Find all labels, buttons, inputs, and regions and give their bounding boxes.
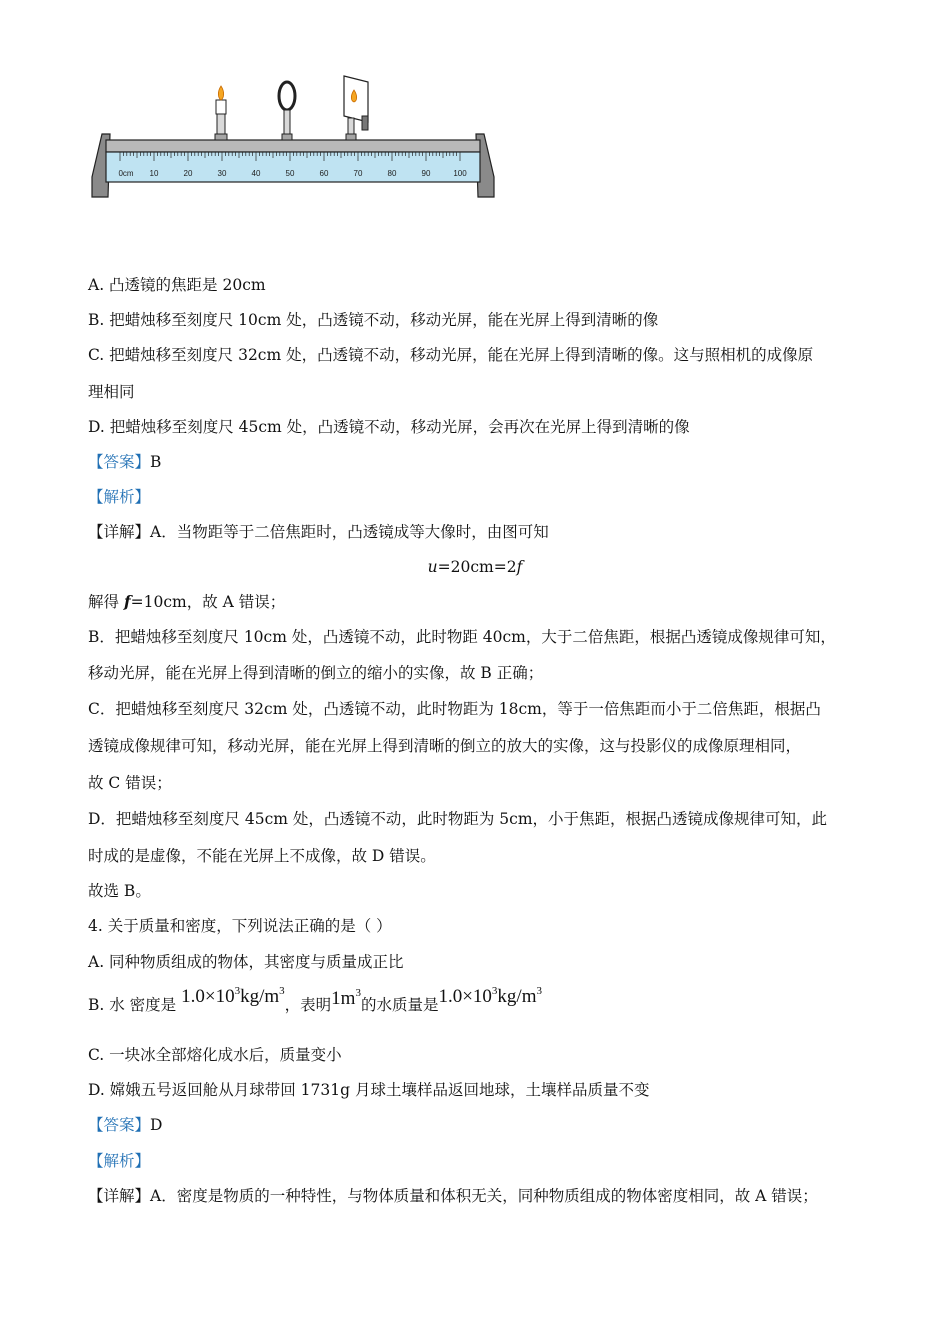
unitexp1: 3 [279,985,285,997]
option-b-mid2: 的水质量是 [360,996,439,1014]
q4-option-a: A. 同种物质组成的物体，其密度与质量成正比 [88,953,404,971]
ruler-label: 60 [319,169,329,178]
q4-answer [88,1114,162,1136]
q4-stem: 4. 关于质量和密度，下列说法正确的是（ ） [88,917,392,935]
ruler-label: 20 [183,169,193,178]
ruler-label: 0cm [118,169,134,178]
q3-solve [88,591,285,613]
answer-value: D [150,1116,163,1134]
q3-detail-c-line3: 故 C 错误； [88,774,172,792]
detail-a-text: A．当物距等于二倍焦距时，凸透镜成等大像时，由图可知 [150,523,549,541]
q3-detail-d-line1: D．把蜡烛移至刻度尺 45cm 处，凸透镜不动，此时物距为 5cm，小于焦距，根据凸透镜成像规律可知，此 [88,810,828,828]
unit1: kg/m [240,986,280,1007]
q3-formula [0,556,950,578]
val1: 1.0×10 [181,986,235,1007]
ruler-label: 70 [353,169,363,178]
exp2: 3 [491,985,498,997]
q3-detail-b-line1: B．把蜡烛移至刻度尺 10cm 处，凸透镜不动，此时物距 40cm，大于二倍焦距，根据凸透镜成像规律可知， [88,628,836,646]
q3-option-a: A. 凸透镜的焦距是 20cm [88,276,266,294]
ruler-label: 40 [251,169,261,178]
convex-lens [279,82,295,140]
solve-pre: 解得 [88,593,124,611]
volexp: 3 [355,987,361,999]
solve-f: f [123,592,131,611]
unit2: kg/m [497,986,537,1007]
formula-rest: =20cm=2 [437,558,517,576]
volume-value [331,988,361,1009]
option-b-pre: B. 水 密度是 [88,996,177,1014]
ruler-label: 50 [285,169,295,178]
vol: 1m [331,988,356,1009]
q3-detail-d-line2: 时成的是虚像，不能在光屏上不成像，故 D 错误。 [88,847,436,865]
q3-detail-b-line2: 移动光屏，能在光屏上得到清晰的倒立的缩小的实像，故 B 正确； [88,664,544,682]
candle [215,86,227,140]
q4-option-c: C. 一块冰全部熔化成水后，质量变小 [88,1046,342,1064]
q3-analysis-tag: 【解析】 [88,488,151,506]
optical-bench-figure [88,72,498,212]
light-screen [344,76,368,140]
detail-a-text: A．密度是物质的一种特性，与物体质量和体积无关，同种物质组成的物体密度相同，故 A 错误； [150,1187,818,1205]
q3-option-d: D. 把蜡烛移至刻度尺 45cm 处，凸透镜不动，移动光屏，会再次在光屏上得到清晰的像 [88,418,690,436]
ruler-label: 90 [421,169,431,178]
option-b-mid: ，表明 [284,996,332,1014]
q3-detail-a [88,521,549,543]
formula-u: u [427,558,438,576]
q3-conclusion: 故选 B。 [88,882,151,900]
detail-tag: 【详解】 [88,1187,151,1205]
ruler-label: 80 [387,169,397,178]
density-value-2 [438,986,542,1007]
solve-post: =10cm，故 A 错误； [130,593,286,611]
q3-option-c-line1: C. 把蜡烛移至刻度尺 32cm 处，凸透镜不动，移动光屏，能在光屏上得到清晰的像。这与照相机的成像原 [88,346,814,364]
val2: 1.0×10 [438,986,492,1007]
answer-tag: 【答案】 [88,1116,151,1134]
answer-value: B [150,453,162,471]
unitexp2: 3 [536,985,542,997]
q3-detail-c-line1: C．把蜡烛移至刻度尺 32cm 处，凸透镜不动，此时物距为 18cm，等于一倍焦距而小于二倍焦距，根据凸 [88,700,821,718]
answer-tag: 【答案】 [88,453,151,471]
bench-rail-top [106,140,480,152]
q4-detail-a [88,1185,818,1207]
detail-tag: 【详解】 [88,523,151,541]
q4-analysis-tag: 【解析】 [88,1152,151,1170]
q3-answer [88,451,161,473]
ruler-label: 30 [217,169,227,178]
q4-option-d: D. 嫦娥五号返回舱从月球带回 1731g 月球土壤样品返回地球，土壤样品质量不变 [88,1081,650,1099]
formula-f: f [516,558,523,576]
density-value-1 [181,986,285,1007]
ruler-label: 100 [453,169,467,178]
q3-option-c-line2: 理相同 [88,383,135,401]
exp1: 3 [234,985,241,997]
q3-detail-c-line2: 透镜成像规律可知，移动光屏，能在光屏上得到清晰的倒立的放大的实像，这与投影仪的成像原理相同， [88,737,802,755]
q4-option-b [88,985,542,1016]
ruler-label: 10 [149,169,159,178]
q3-option-b: B. 把蜡烛移至刻度尺 10cm 处，凸透镜不动，移动光屏，能在光屏上得到清晰的像 [88,311,659,329]
